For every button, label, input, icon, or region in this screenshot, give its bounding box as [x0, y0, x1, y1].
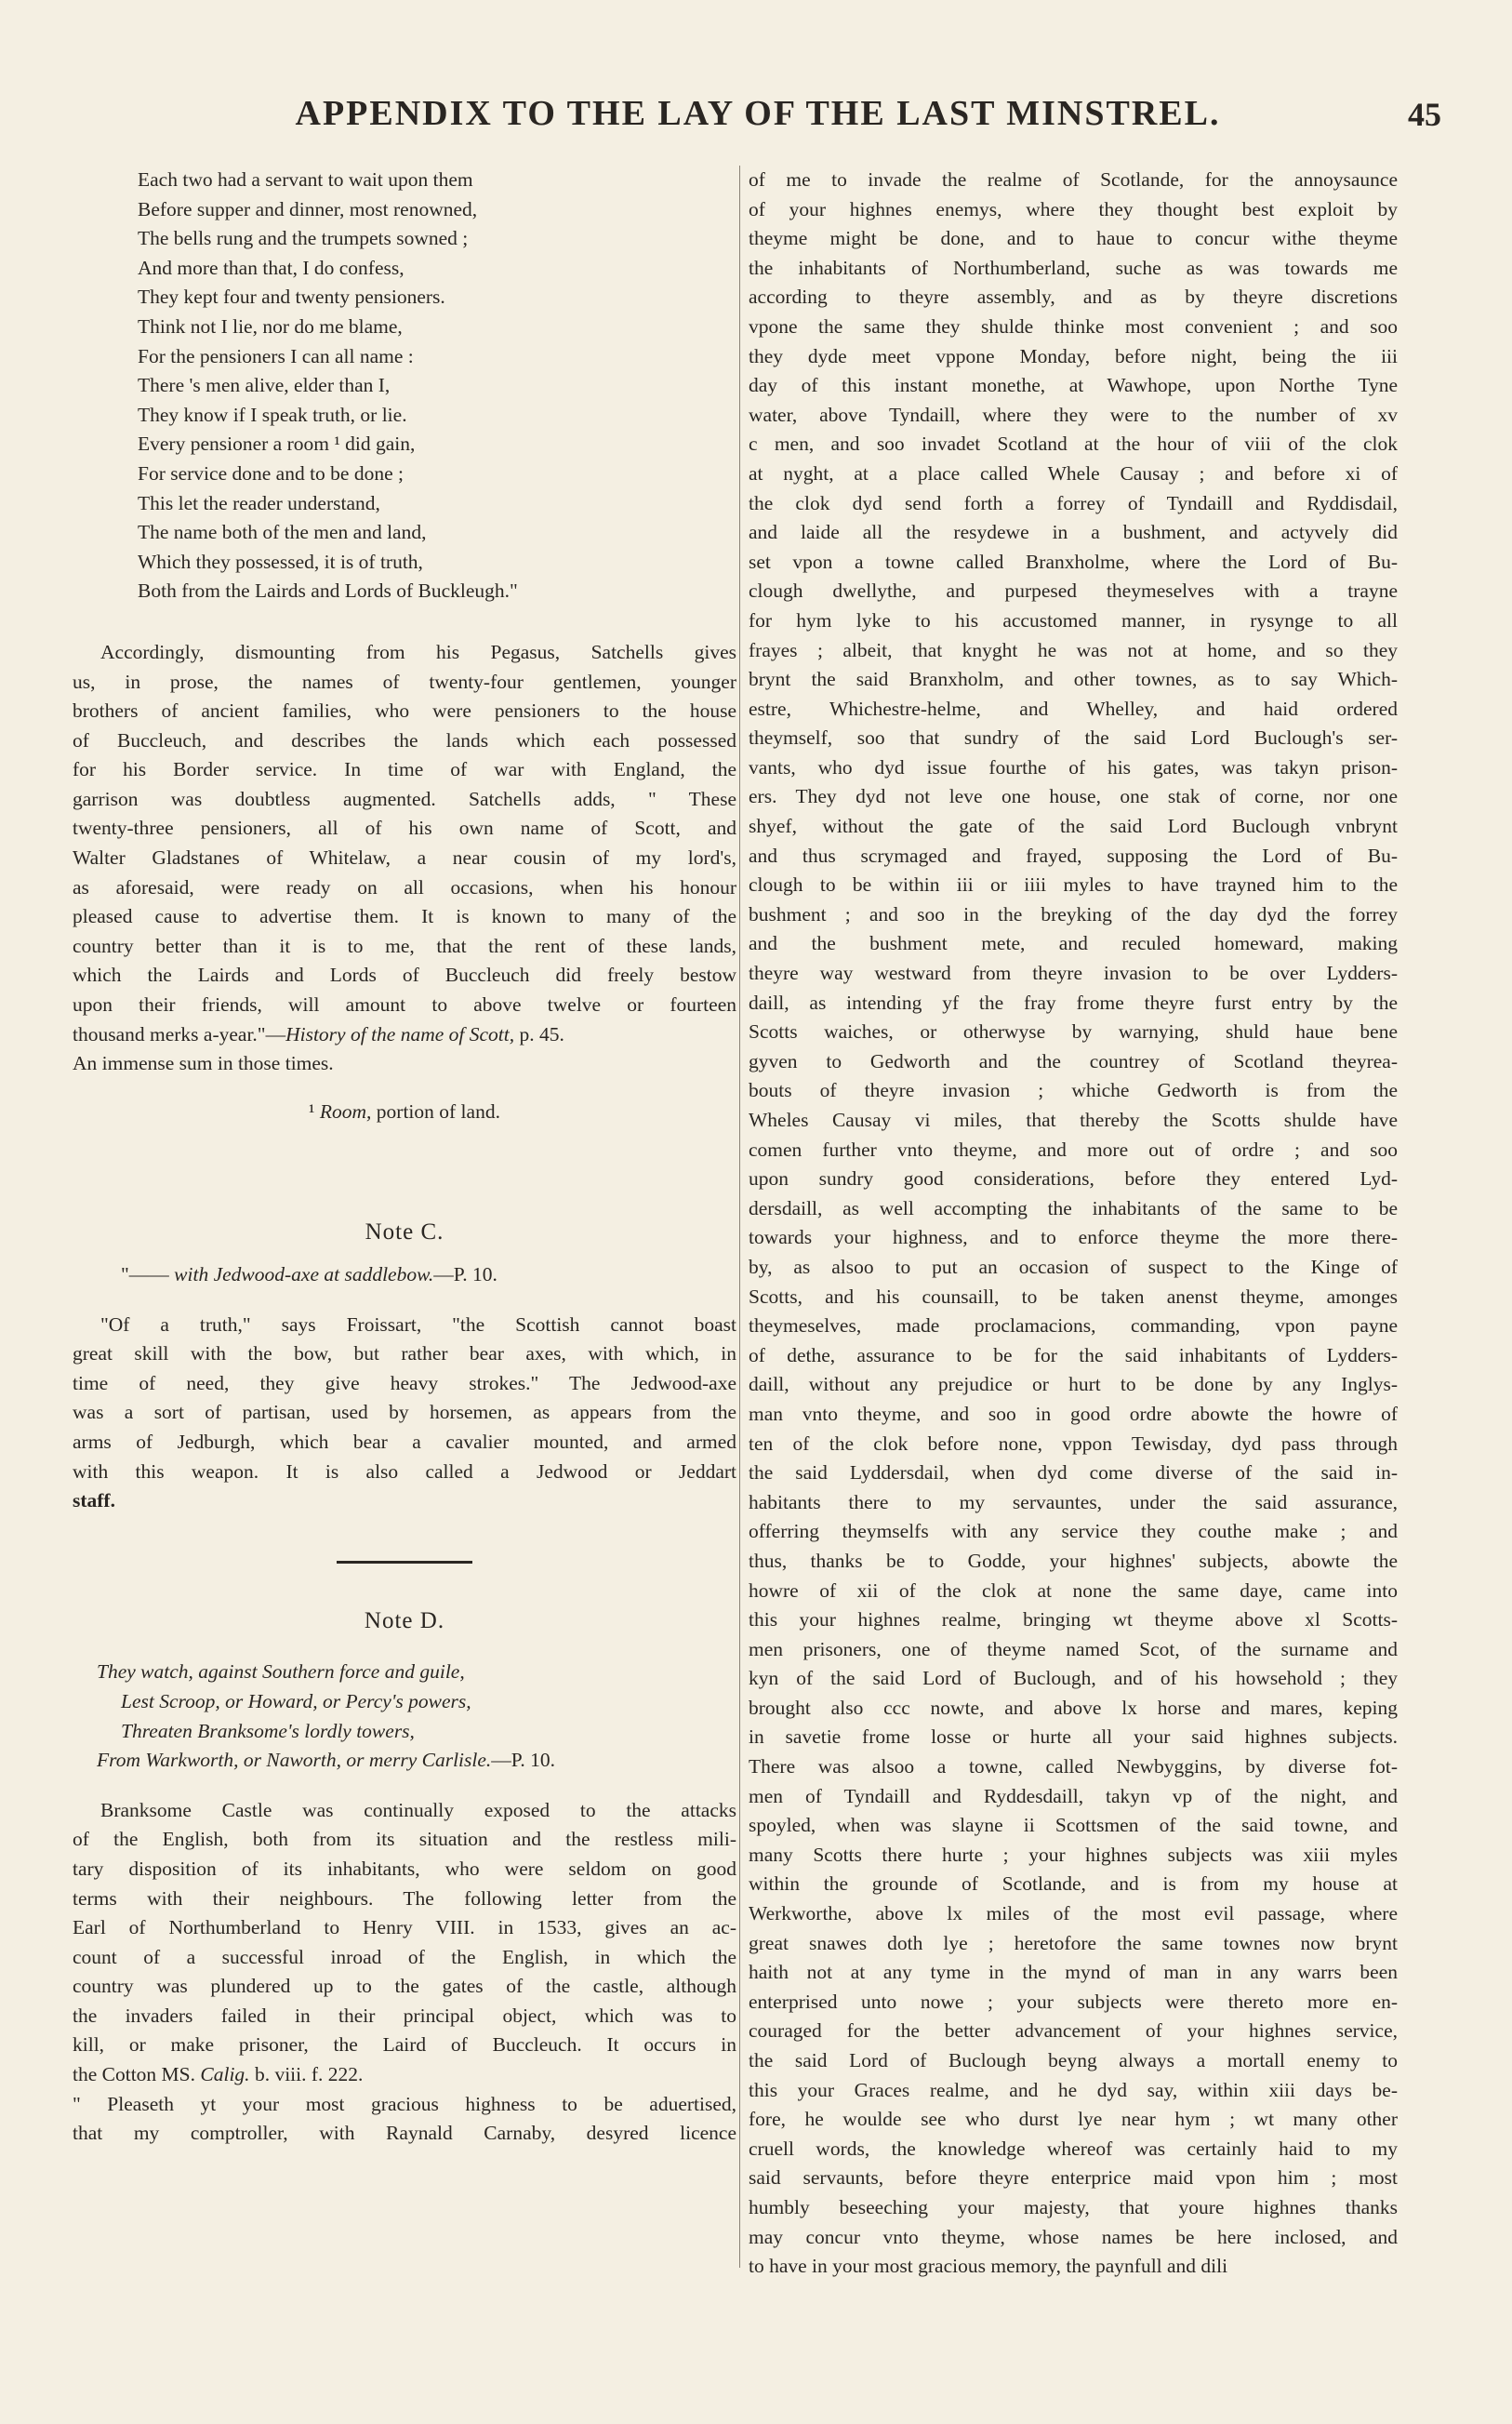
running-head: APPENDIX TO THE LAY OF THE LAST MINSTREL.	[295, 94, 1221, 133]
text-line: they dyde meet vppone Monday, before night, being the iii	[749, 344, 1398, 367]
text-line: the inhabitants of Northumberland, suche as was towards me	[749, 256, 1398, 279]
verse-line: Lest Scroop, or Howard, or Percy's powers,	[121, 1689, 471, 1712]
text-line: shyef, without the gate of the said Lord Buclough vnbrynt	[749, 815, 1398, 838]
right-column	[749, 166, 1398, 2282]
text-line: dersdaill, as well accompting the inhabitants of the same to be	[749, 1196, 1398, 1219]
text-line: thousand merks a-year."—History of the name of Scott, p. 45.	[73, 1022, 564, 1046]
text-line: tary disposition of its inhabitants, who were seldom on good	[73, 1857, 736, 1880]
text-line: and the bushment mete, and reculed homeward, making	[749, 932, 1398, 955]
text-line: the invaders failed in their principal object, which was to	[73, 2004, 736, 2027]
text-line: staff.	[73, 1489, 115, 1512]
text-line: Werkworthe, above lx miles of the most evil passage, where	[749, 1902, 1398, 1925]
text-line: terms with their neighbours. The following letter from the	[73, 1886, 736, 1910]
text-line: brought also ccc nowte, and above lx horse and mares, keping	[749, 1696, 1398, 1719]
note-d-verse	[73, 1658, 736, 1775]
text-line: " Pleaseth yt your most gracious highness to be aduertised,	[73, 2092, 736, 2115]
text-line: theymself, soo that sundry of the said Lord Buclough's ser-	[749, 726, 1398, 750]
verse-line: They kept four and twenty pensioners.	[138, 286, 445, 309]
text-line: great skill with the bow, but rather bear axes, with which, in	[73, 1342, 736, 1365]
text-line: couraged for the better advancement of your highnes service,	[749, 2019, 1398, 2043]
text-line: theyre way westward from theyre invasion to be over Lydders-	[749, 962, 1398, 985]
text-line: habitants there to my servauntes, under the said assurance,	[749, 1490, 1398, 1513]
verse-line: They watch, against Southern force and guile,	[97, 1660, 465, 1684]
text-line: comen further vnto theyme, and more out of ordre ; and soo	[749, 1138, 1398, 1161]
text-line: the said Lyddersdail, when dyd come diverse of the said in-	[749, 1461, 1398, 1485]
text-line: vants, who dyd issue fourthe of his gates, was takyn prison-	[749, 755, 1398, 779]
column-divider	[739, 166, 740, 2268]
letter-continued	[749, 166, 1398, 2282]
text-line: bushment ; and soo in the breyking of the day dyd the forrey	[749, 902, 1398, 926]
text-line: the clok dyd send forth a forrey of Tyndaill and Ryddisdail,	[749, 491, 1398, 514]
text-line: enterprised unto nowe ; your subjects were thereto more en-	[749, 1990, 1398, 2013]
text-line: c men, and soo invadet Scotland at the hour of viii of the clok	[749, 433, 1398, 456]
note-d-text	[73, 1796, 736, 2149]
text-line: daill, as intending yf the fray frome theyre furst entry by the	[749, 991, 1398, 1014]
note-c-citation: "—— with Jedwood-axe at saddlebow.—P. 10.	[121, 1263, 497, 1285]
text-line: thus, thanks be to Godde, your highnes' subjects, abowte the	[749, 1549, 1398, 1572]
satchells-verse	[73, 166, 736, 606]
text-line: this your highnes realme, bringing wt theyme above xl Scotts-	[749, 1608, 1398, 1632]
text-line: that my comptroller, with Raynald Carnaby, desyred licence	[73, 2122, 736, 2145]
text-line: garrison was doubtless augmented. Satchells adds, " These	[73, 787, 736, 810]
text-line: was a sort of partisan, used by horsemen, as appears from the	[73, 1401, 736, 1424]
text-line: men prisoners, one of theyme named Scot, of the surname and	[749, 1637, 1398, 1660]
text-line: kyn of the said Lord of Buclough, and of his howsehold ; they	[749, 1667, 1398, 1690]
verse-line: Both from the Lairds and Lords of Buckleugh."	[138, 579, 518, 603]
text-line: which the Lairds and Lords of Buccleuch did freely bestow	[73, 964, 736, 987]
verse-line: For the pensioners I can all name :	[138, 344, 414, 367]
text-line: of me to invade the realme of Scotlande, for the annoysaunce	[749, 168, 1398, 191]
text-line: brothers of ancient families, who were pensioners to the house	[73, 699, 736, 723]
text-line: Walter Gladstanes of Whitelaw, a near cousin of my lord's,	[73, 846, 736, 870]
text-line: time of need, they give heavy strokes." The Jedwood-axe	[73, 1371, 736, 1394]
text-line: at nyght, at a place called Whele Causay ; and before xi of	[749, 461, 1398, 485]
text-line: offerring theymselfs with any service they couthe make ; and	[749, 1520, 1398, 1543]
text-line: arms of Jedburgh, which bear a cavalier mounted, and armed	[73, 1430, 736, 1453]
text-line: us, in prose, the names of twenty-four gentlemen, younger	[73, 670, 736, 693]
text-line: Scotts, and his counsaill, to be taken anenst theyme, amonges	[749, 1285, 1398, 1308]
text-line: man vnto theyme, and soo in good ordre abowte the howre of	[749, 1402, 1398, 1425]
text-line: men of Tyndaill and Ryddesdaill, takyn vp of the night, and	[749, 1784, 1398, 1807]
verse-line: Each two had a servant to wait upon them	[138, 168, 473, 191]
text-line: upon their friends, will amount to above twelve or fourteen	[73, 993, 736, 1017]
text-line: cruell words, the knowledge whereof was certainly haid to my	[749, 2137, 1398, 2160]
text-line: brynt the said Branxholm, and other townes, as to say Which-	[749, 668, 1398, 691]
text-line: Wheles Causay vi miles, that thereby the Scotts shulde have	[749, 1109, 1398, 1131]
text-line: day of this instant monethe, at Wawhope, upon Northe Tyne	[749, 374, 1398, 397]
text-line: according to theyre assembly, and as by theyre discretions	[749, 286, 1398, 309]
satchells-prose	[73, 638, 736, 1079]
text-line: humbly beseeching your majesty, that youre highnes thanks	[749, 2195, 1398, 2218]
text-line: clough dwellythe, and purpesed theymeselves with a trayne	[749, 579, 1398, 603]
text-line: bouts of theyre invasion ; whiche Gedworth is from the	[749, 1079, 1398, 1102]
text-line: great snawes doth lye ; heretofore the same townes now brynt	[749, 1931, 1398, 1954]
text-line: set vpon a towne called Branxholme, where the Lord of Bu-	[749, 550, 1398, 573]
text-line: gyven to Gedworth and the countrey of Scotland theyrea-	[749, 1049, 1398, 1072]
text-line: Earl of Northumberland to Henry VIII. in 1533, gives an ac-	[73, 1916, 736, 1939]
text-line: may concur vnto theyme, whose names be here inclosed, and	[749, 2225, 1398, 2248]
verse-line: For service done and to be done ;	[138, 461, 404, 485]
text-line: within the grounde of Scotlande, and is from my house at	[749, 1872, 1398, 1896]
note-d-heading: Note D.	[364, 1607, 445, 1633]
verse-line: Think not I lie, nor do me blame,	[138, 314, 403, 338]
page-number: 45	[1408, 96, 1441, 133]
text-line: this your Graces realme, and he dyd say, within xiii days be-	[749, 2078, 1398, 2101]
verse-line: And more than that, I do confess,	[138, 256, 405, 279]
text-line: kill, or make prisoner, the Laird of Buccleuch. It occurs in	[73, 2033, 736, 2057]
text-line: fore, he woulde see who durst lye near hym ; wt many other	[749, 2108, 1398, 2131]
verse-line: This let the reader understand,	[138, 491, 380, 514]
text-line: frayes ; albeit, that knyght he was not at home, and so they	[749, 638, 1398, 661]
text-line: ers. They dyd not leve one house, one stak of corne, nor one	[749, 785, 1398, 808]
verse-reference: —P. 10.	[491, 1749, 555, 1772]
text-line: "Of a truth," says Froissart, "the Scottish cannot boast	[100, 1312, 736, 1336]
text-line: by, as alsoo to put an occasion of suspect to the Kinge of	[749, 1255, 1398, 1278]
text-line: pleased cause to advertise them. It is known to many of the	[73, 905, 736, 928]
verse-line: The bells rung and the trumpets sowned ;	[138, 227, 469, 250]
text-line: to have in your most gracious memory, the paynfull and dili	[749, 2255, 1228, 2278]
verse-line: Threaten Branksome's lordly towers,	[121, 1719, 415, 1742]
text-line: spoyled, when was slayne ii Scottsmen of the said towne, and	[749, 1814, 1398, 1837]
verse-line: They know if I speak truth, or lie.	[138, 403, 407, 426]
text-line: Accordingly, dismounting from his Pegasus, Satchells gives	[100, 640, 736, 663]
text-line: the Cotton MS. Calig. b. viii. f. 222.	[73, 2063, 364, 2086]
text-line: in savetie frome losse or hurte all your said highnes subjects.	[749, 1725, 1398, 1749]
text-line: towards your highness, and to enforce theyme the more there-	[749, 1226, 1398, 1249]
verse-line: Which they possessed, it is of truth,	[138, 550, 423, 573]
left-column	[73, 166, 736, 2149]
note-c-text	[73, 1311, 736, 1516]
book-title: History of the name of Scott,	[285, 1022, 515, 1046]
page-header	[74, 93, 1441, 149]
text-line: for hym lyke to his accustomed manner, in rysynge to all	[749, 608, 1398, 632]
text-line: of dethe, assurance to be for the said inhabitants of Lydders-	[749, 1343, 1398, 1366]
text-line: with this weapon. It is also called a Jedwood or Jeddart	[73, 1459, 736, 1483]
text-line: the said Lord of Buclough beyng always a mortall enemy to	[749, 2049, 1398, 2071]
text-line: country was plundered up to the gates of the castle, although	[73, 1975, 736, 1998]
text-line: of your highnes enemys, where they thought best exploit by	[749, 197, 1398, 220]
text-line: Scotts waiches, or otherwyse by warnying, shuld haue bene	[749, 1020, 1398, 1044]
note-c-heading: Note C.	[365, 1219, 444, 1245]
text-line: An immense sum in those times.	[73, 1052, 334, 1075]
text-line: many Scotts there hurte ; your highnes subjects was xiii myles	[749, 1843, 1398, 1866]
text-line: and laide all the resydewe in a bushment, and actyvely did	[749, 521, 1398, 544]
text-line: for his Border service. In time of war with England, the	[73, 758, 736, 781]
text-line: There was alsoo a towne, called Newbyggins, by diverse fot-	[749, 1755, 1398, 1778]
text-line: estre, Whichestre-helme, and Whelley, and haid ordered	[749, 697, 1398, 720]
text-line: daill, without any prejudice or hurt to be done by any Inglys-	[749, 1373, 1398, 1396]
verse-line: The name both of the men and land,	[138, 521, 427, 544]
text-line: Branksome Castle was continually exposed to the attacks	[100, 1798, 736, 1821]
text-line: vpone the same they shulde thinke most convenient ; and soo	[749, 314, 1398, 338]
text-line: haith not at any tyme in the mynd of man in any warrs been	[749, 1961, 1398, 1984]
text-line: upon sundry good considerations, before they entered Lyd-	[749, 1167, 1398, 1191]
text-line: twenty-three pensioners, all of his own name of Scott, and	[73, 817, 736, 840]
text-line: count of a successful inroad of the English, in which the	[73, 1945, 736, 1968]
text-line: ten of the clok before none, vppon Tewisday, dyd pass through	[749, 1432, 1398, 1455]
text-line: theymeselves, made proclamacions, commanding, vpon payne	[749, 1314, 1398, 1338]
text-line: of the English, both from its situation and the restless mili-	[73, 1828, 736, 1851]
text-line: water, above Tyndaill, where they were to the number of xv	[749, 403, 1398, 426]
text-line: and thus scrymaged and frayed, supposing the Lord of Bu-	[749, 844, 1398, 867]
text-line: clough to be within iii or iiii myles to have trayned him to the	[749, 873, 1398, 897]
text-line: said servaunts, before theyre enterprice maid vpon him ; most	[749, 2166, 1398, 2190]
footnote: ¹ Room, portion of land.	[309, 1099, 500, 1123]
text-line: of Buccleuch, and describes the lands which each possessed	[73, 728, 736, 752]
text-line: as aforesaid, were ready on all occasions, when his honour	[73, 875, 736, 899]
verse-line: There 's men alive, elder than I,	[138, 374, 391, 397]
text-line: theyme might be done, and to haue to concur withe theyme	[749, 227, 1398, 250]
verse-line: From Warkworth, or Naworth, or merry Carlisle.—P. 10.	[97, 1749, 555, 1772]
text-line: country better than it is to me, that the rent of these lands,	[73, 934, 736, 957]
verse-line: Before supper and dinner, most renowned,	[138, 197, 478, 220]
text-line: howre of xii of the clok at none the same daye, came into	[749, 1578, 1398, 1602]
verse-line: Every pensioner a room ¹ did gain,	[138, 433, 416, 456]
